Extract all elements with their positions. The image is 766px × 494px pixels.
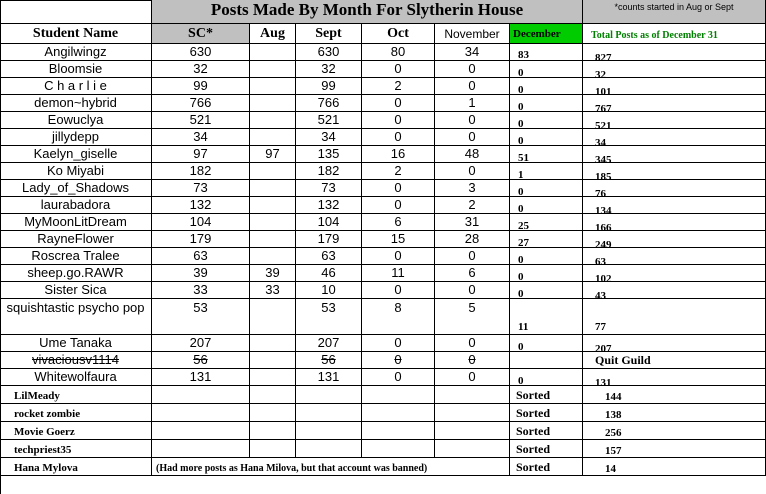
student-name-cell: Kaelyn_giselle xyxy=(0,146,152,163)
aug-cell xyxy=(250,61,296,78)
oct-cell: 16 xyxy=(362,146,435,163)
total-cell: 32 xyxy=(583,61,766,78)
oct-cell: 0 xyxy=(362,282,435,299)
total-cell: 521 xyxy=(583,112,766,129)
total-cell: 256 xyxy=(583,422,766,440)
aug-cell xyxy=(250,214,296,231)
sorted-status-cell: Sorted xyxy=(510,422,583,440)
empty-cell xyxy=(250,422,296,440)
sorted-member-name-cell: LilMeady xyxy=(0,386,152,404)
sc-cell: 766 xyxy=(152,95,250,112)
sorted-member-name-cell: Movie Goerz xyxy=(0,422,152,440)
student-name-cell: RayneFlower xyxy=(0,231,152,248)
november-cell: 0 xyxy=(435,112,510,129)
sc-cell: 99 xyxy=(152,78,250,95)
total-cell: 345 xyxy=(583,146,766,163)
december-cell: 0 xyxy=(510,129,583,146)
sorted-status-cell: Sorted xyxy=(510,440,583,458)
sorted-member-name-cell: techpriest35 xyxy=(0,440,152,458)
oct-cell: 8 xyxy=(362,299,435,335)
aug-cell: 33 xyxy=(250,282,296,299)
oct-cell: 80 xyxy=(362,44,435,61)
empty-cell xyxy=(435,422,510,440)
total-cell: 138 xyxy=(583,404,766,422)
december-cell: 83 xyxy=(510,44,583,61)
total-cell: 131 xyxy=(583,369,766,386)
december-cell: 0 xyxy=(510,78,583,95)
header-sept: Sept xyxy=(296,24,362,44)
december-cell: 0 xyxy=(510,180,583,197)
sept-cell: 32 xyxy=(296,61,362,78)
oct-cell: 0 xyxy=(362,248,435,265)
aug-cell xyxy=(250,163,296,180)
student-name-cell: C h a r l i e xyxy=(0,78,152,95)
sc-cell: 34 xyxy=(152,129,250,146)
sept-cell: 46 xyxy=(296,265,362,282)
oct-cell: 6 xyxy=(362,214,435,231)
november-cell: 0 xyxy=(435,352,510,369)
student-name-cell: squishtastic psycho pop xyxy=(0,299,152,335)
empty-cell xyxy=(152,422,250,440)
student-name-cell: Sister Sica xyxy=(0,282,152,299)
sept-cell: 104 xyxy=(296,214,362,231)
student-name-cell: sheep.go.RAWR xyxy=(0,265,152,282)
aug-cell xyxy=(250,180,296,197)
sept-cell: 766 xyxy=(296,95,362,112)
sc-cell: 104 xyxy=(152,214,250,231)
november-cell: 0 xyxy=(435,282,510,299)
empty-cell xyxy=(296,404,362,422)
header-december: December xyxy=(510,24,583,44)
sorted-member-name-cell: rocket zombie xyxy=(0,404,152,422)
sept-cell: 131 xyxy=(296,369,362,386)
december-cell: 27 xyxy=(510,231,583,248)
header-sc: SC* xyxy=(152,24,250,44)
november-cell: 0 xyxy=(435,129,510,146)
header-oct: Oct xyxy=(362,24,435,44)
sept-cell: 34 xyxy=(296,129,362,146)
banned-account-note: (Had more posts as Hana Milova, but that account was banned) xyxy=(152,458,510,476)
total-cell: 166 xyxy=(583,214,766,231)
aug-cell xyxy=(250,112,296,129)
december-cell: 1 xyxy=(510,163,583,180)
oct-cell: 0 xyxy=(362,95,435,112)
total-cell: 249 xyxy=(583,231,766,248)
sept-cell: 63 xyxy=(296,248,362,265)
header-total-posts: Total Posts as of December 31 xyxy=(583,24,766,44)
sc-cell: 207 xyxy=(152,335,250,352)
empty-cell xyxy=(296,422,362,440)
total-cell: 43 xyxy=(583,282,766,299)
oct-cell: 15 xyxy=(362,231,435,248)
december-cell: 0 xyxy=(510,197,583,214)
total-cell: 14 xyxy=(583,458,766,476)
aug-cell xyxy=(250,129,296,146)
total-cell: 34 xyxy=(583,129,766,146)
student-name-cell: Eowuclya xyxy=(0,112,152,129)
total-cell: 101 xyxy=(583,78,766,95)
student-name-cell: Lady_of_Shadows xyxy=(0,180,152,197)
student-name-cell: Ko Miyabi xyxy=(0,163,152,180)
december-cell: 0 xyxy=(510,248,583,265)
student-name-cell: Angilwingz xyxy=(0,44,152,61)
november-cell: 3 xyxy=(435,180,510,197)
empty-cell xyxy=(362,404,435,422)
student-name-cell: Roscrea Tralee xyxy=(0,248,152,265)
sc-cell: 131 xyxy=(152,369,250,386)
oct-cell: 0 xyxy=(362,369,435,386)
december-cell: 0 xyxy=(510,61,583,78)
empty-cell xyxy=(362,386,435,404)
november-cell: 6 xyxy=(435,265,510,282)
sept-cell: 10 xyxy=(296,282,362,299)
sorted-status-cell: Sorted xyxy=(510,458,583,476)
sc-cell: 132 xyxy=(152,197,250,214)
sc-cell: 33 xyxy=(152,282,250,299)
december-cell: 0 xyxy=(510,265,583,282)
sept-cell: 135 xyxy=(296,146,362,163)
header-aug: Aug xyxy=(250,24,296,44)
sc-cell: 73 xyxy=(152,180,250,197)
total-cell: 63 xyxy=(583,248,766,265)
empty-cell xyxy=(296,386,362,404)
november-cell: 0 xyxy=(435,163,510,180)
aug-cell xyxy=(250,197,296,214)
total-cell: 76 xyxy=(583,180,766,197)
oct-cell: 0 xyxy=(362,129,435,146)
november-cell: 48 xyxy=(435,146,510,163)
empty-cell xyxy=(250,440,296,458)
oct-cell: 0 xyxy=(362,352,435,369)
student-name-cell: vivaciousv1114 xyxy=(0,352,152,369)
oct-cell: 0 xyxy=(362,335,435,352)
aug-cell xyxy=(250,78,296,95)
aug-cell xyxy=(250,335,296,352)
aug-cell xyxy=(250,369,296,386)
total-cell: 767 xyxy=(583,95,766,112)
november-cell: 0 xyxy=(435,78,510,95)
empty-cell xyxy=(362,422,435,440)
header-blank-cell xyxy=(0,0,152,24)
student-name-cell: demon~hybrid xyxy=(0,95,152,112)
total-cell: 144 xyxy=(583,386,766,404)
oct-cell: 0 xyxy=(362,197,435,214)
december-cell: 0 xyxy=(510,369,583,386)
sept-cell: 207 xyxy=(296,335,362,352)
empty-cell xyxy=(296,440,362,458)
total-cell: 185 xyxy=(583,163,766,180)
student-name-cell: laurabadora xyxy=(0,197,152,214)
december-cell: 0 xyxy=(510,282,583,299)
counts-note: *counts started in Aug or Sept xyxy=(583,0,766,24)
aug-cell xyxy=(250,248,296,265)
empty-cell xyxy=(152,404,250,422)
empty-cell xyxy=(435,440,510,458)
empty-cell xyxy=(250,404,296,422)
sc-cell: 630 xyxy=(152,44,250,61)
oct-cell: 0 xyxy=(362,61,435,78)
sept-cell: 521 xyxy=(296,112,362,129)
aug-cell: 39 xyxy=(250,265,296,282)
sc-cell: 32 xyxy=(152,61,250,78)
aug-cell xyxy=(250,352,296,369)
sc-cell: 39 xyxy=(152,265,250,282)
november-cell: 31 xyxy=(435,214,510,231)
sc-cell: 56 xyxy=(152,352,250,369)
sept-cell: 73 xyxy=(296,180,362,197)
sc-cell: 63 xyxy=(152,248,250,265)
empty-cell xyxy=(435,404,510,422)
oct-cell: 2 xyxy=(362,78,435,95)
november-cell: 2 xyxy=(435,197,510,214)
aug-cell xyxy=(250,299,296,335)
student-name-cell: Bloomsie xyxy=(0,61,152,78)
aug-cell xyxy=(250,95,296,112)
student-name-cell: Whitewolfaura xyxy=(0,369,152,386)
november-cell: 1 xyxy=(435,95,510,112)
sept-cell: 132 xyxy=(296,197,362,214)
total-cell: 134 xyxy=(583,197,766,214)
sc-cell: 97 xyxy=(152,146,250,163)
december-cell xyxy=(510,352,583,369)
sorted-status-cell: Sorted xyxy=(510,386,583,404)
november-cell: 0 xyxy=(435,61,510,78)
student-name-cell: MyMoonLitDream xyxy=(0,214,152,231)
empty-cell xyxy=(362,440,435,458)
november-cell: 0 xyxy=(435,335,510,352)
student-name-cell: Ume Tanaka xyxy=(0,335,152,352)
december-cell: 11 xyxy=(510,299,583,335)
sc-cell: 521 xyxy=(152,112,250,129)
student-name-cell: jillydepp xyxy=(0,129,152,146)
sept-cell: 182 xyxy=(296,163,362,180)
empty-cell xyxy=(152,440,250,458)
total-cell: 102 xyxy=(583,265,766,282)
sorted-member-name-cell: Hana Mylova xyxy=(0,458,152,476)
december-cell: 0 xyxy=(510,112,583,129)
sept-cell: 53 xyxy=(296,299,362,335)
november-cell: 5 xyxy=(435,299,510,335)
sept-cell: 630 xyxy=(296,44,362,61)
aug-cell xyxy=(250,44,296,61)
oct-cell: 0 xyxy=(362,180,435,197)
empty-cell xyxy=(152,386,250,404)
total-cell: Quit Guild xyxy=(583,352,766,369)
oct-cell: 0 xyxy=(362,112,435,129)
table-title: Posts Made By Month For Slytherin House xyxy=(152,0,583,24)
december-cell: 0 xyxy=(510,335,583,352)
oct-cell: 2 xyxy=(362,163,435,180)
total-cell: 827 xyxy=(583,44,766,61)
december-cell: 51 xyxy=(510,146,583,163)
aug-cell xyxy=(250,231,296,248)
sc-cell: 182 xyxy=(152,163,250,180)
total-cell: 207 xyxy=(583,335,766,352)
empty-cell xyxy=(435,386,510,404)
header-student-name: Student Name xyxy=(0,24,152,44)
header-november: November xyxy=(435,24,510,44)
sept-cell: 56 xyxy=(296,352,362,369)
november-cell: 0 xyxy=(435,248,510,265)
total-cell: 157 xyxy=(583,440,766,458)
empty-cell xyxy=(250,386,296,404)
oct-cell: 11 xyxy=(362,265,435,282)
december-cell: 25 xyxy=(510,214,583,231)
december-cell: 0 xyxy=(510,95,583,112)
november-cell: 28 xyxy=(435,231,510,248)
sorted-status-cell: Sorted xyxy=(510,404,583,422)
sc-cell: 53 xyxy=(152,299,250,335)
total-cell: 77 xyxy=(583,299,766,335)
november-cell: 0 xyxy=(435,369,510,386)
aug-cell: 97 xyxy=(250,146,296,163)
sept-cell: 179 xyxy=(296,231,362,248)
sept-cell: 99 xyxy=(296,78,362,95)
november-cell: 34 xyxy=(435,44,510,61)
sc-cell: 179 xyxy=(152,231,250,248)
